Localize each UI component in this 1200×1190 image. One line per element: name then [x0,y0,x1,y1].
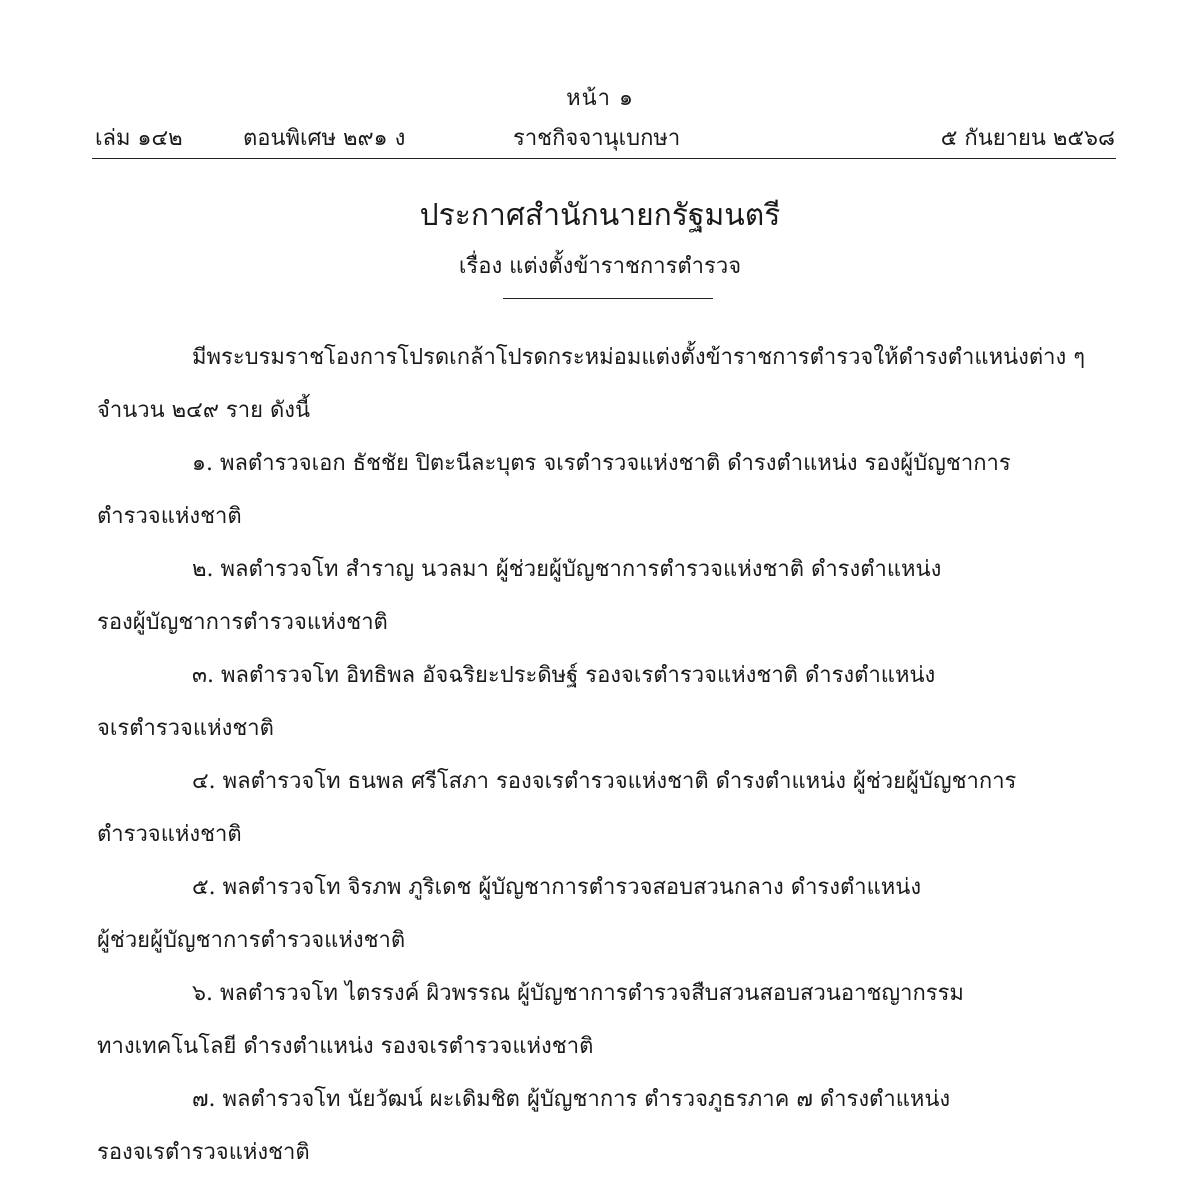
appointment-item-continued: ตำรวจแห่งชาติ [97,504,242,529]
appointment-item-line: ๕. พลตำรวจโท จิรภพ ภูริเดช ผู้บัญชาการตำรวจสอบสวนกลาง ดำรงตำแหน่ง [192,875,922,900]
page-number: หน้า ๑ [566,86,634,111]
volume-number: เล่ม ๑๔๒ [95,126,183,151]
appointment-item-line: ๒. พลตำรวจโท สำราญ นวลมา ผู้ช่วยผู้บัญชาการตำรวจแห่งชาติ ดำรงตำแหน่ง [192,557,942,582]
appointment-item-continued: ทางเทคโนโลยี ดำรงตำแหน่ง รองจเรตำรวจแห่งชาติ [97,1034,594,1059]
appointment-item-line: ๖. พลตำรวจโท ไตรรงค์ ผิวพรรณ ผู้บัญชาการตำรวจสืบสวนสอบสวนอาชญากรรม [192,981,964,1006]
appointment-item-line: ๗. พลตำรวจโท นัยวัฒน์ ผะเดิมชิต ผู้บัญชาการ ตำรวจภูธรภาค ๗ ดำรงตำแหน่ง [192,1087,951,1112]
intro-line: มีพระบรมราชโองการโปรดเกล้าโปรดกระหม่อมแต่งตั้งข้าราชการตำรวจให้ดำรงตำแหน่งต่าง ๆ [192,345,1086,370]
appointment-item-continued: จเรตำรวจแห่งชาติ [97,716,274,741]
intro-line-continued: จำนวน ๒๔๙ ราย ดังนี้ [97,398,311,423]
gazette-name: ราชกิจจานุเบกษา [513,126,681,151]
appointment-item-line: ๔. พลตำรวจโท ธนพล ศรีโสภา รองจเรตำรวจแห่งชาติ ดำรงตำแหน่ง ผู้ช่วยผู้บัญชาการ [192,769,1017,794]
publication-date: ๕ กันยายน ๒๕๖๘ [940,126,1115,151]
appointment-item-continued: รองจเรตำรวจแห่งชาติ [97,1140,310,1165]
announcement-title: ประกาศสำนักนายกรัฐมนตรี [419,198,781,233]
appointment-item-line: ๑. พลตำรวจเอก ธัชชัย ปิตะนีละบุตร จเรตำรวจแห่งชาติ ดำรงตำแหน่ง รองผู้บัญชาการ [192,451,1011,476]
appointment-item-continued: ผู้ช่วยผู้บัญชาการตำรวจแห่งชาติ [97,928,406,953]
header-divider [92,158,1116,159]
section-number: ตอนพิเศษ ๒๙๑ ง [243,126,406,151]
appointment-item-continued: รองผู้บัญชาการตำรวจแห่งชาติ [97,610,388,635]
appointment-item-line: ๓. พลตำรวจโท อิทธิพล อัจฉริยะประดิษฐ์ รองจเรตำรวจแห่งชาติ ดำรงตำแหน่ง [192,663,936,688]
title-divider [503,298,713,299]
announcement-subject: เรื่อง แต่งตั้งข้าราชการตำรวจ [458,254,742,279]
gazette-header [95,120,1115,154]
announcement-body [97,340,1109,1188]
appointment-item-continued: ตำรวจแห่งชาติ [97,822,242,847]
